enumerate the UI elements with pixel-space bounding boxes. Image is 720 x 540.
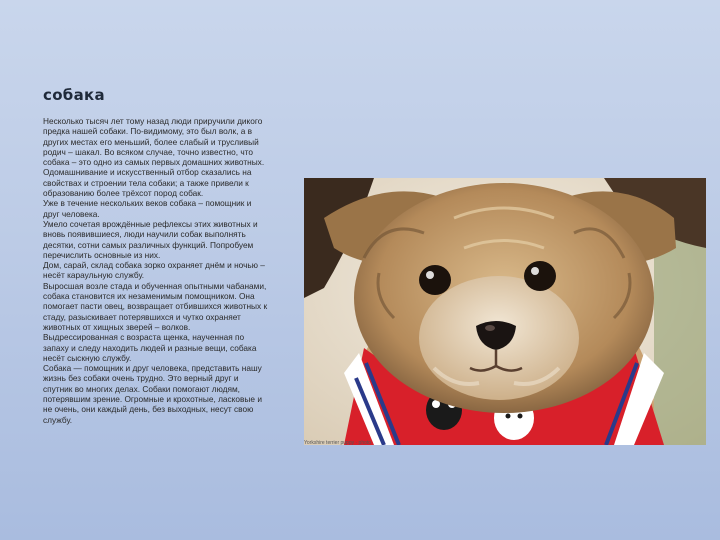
dog-illustration	[304, 178, 706, 445]
dog-photo	[304, 178, 706, 445]
slide-title: собака	[43, 86, 105, 104]
paragraph: Выросшая возле стада и обученная опытными чабанами, собака становится их незаменимым помощником. Она помогает пасти овец, возвращает отбившихся животных к стаду, разыскивает потерявшихся и чутко охраняет животных от хищных зверей – волков.	[43, 280, 268, 332]
paragraph: Выдрессированная с возраста щенка, наученная по запаху и следу находить людей и разные вещи, собака несёт сыскную службу.	[43, 332, 257, 363]
paragraph: Уже в течение нескольких веков собака – помощник и друг человека.	[43, 198, 252, 219]
paragraph: Собака — помощник и друг человека, представить нашу жизнь без собаки очень трудно. Это верный друг и спутник во многих делах. Собаки помогают людям, потерявшим зрение. Огромные и крохотные, ласковые и не очень, они каждый день, без выходных, несут свою службу.	[43, 363, 262, 425]
photo-caption: Yorkshire terrier puppy · photo	[304, 440, 372, 446]
paragraph: Умело сочетая врождённые рефлексы этих животных и вновь появившиеся, люди научили собак выполнять десятки, сотни самых различных функций. Попробуем перечислить основные из них.	[43, 218, 258, 260]
paragraph: Дом, сарай, склад собака зорко охраняет днём и ночью – несёт караульную службу.	[43, 260, 265, 281]
slide-body-text	[43, 116, 269, 425]
paragraph: Несколько тысяч лет тому назад люди приручили дикого предка нашей собаки. По-видимому, это был волк, а в других местах его меньший, более слабый и трусливый родич – шакал. Во всяком случае, точно известно, что собака – это одно из самых первых домашних животных. Одомашнивание и искусственный отбор сказались на свойствах и строении тела собаки; а также привели к образованию более трёхсот пород собак.	[43, 116, 265, 199]
